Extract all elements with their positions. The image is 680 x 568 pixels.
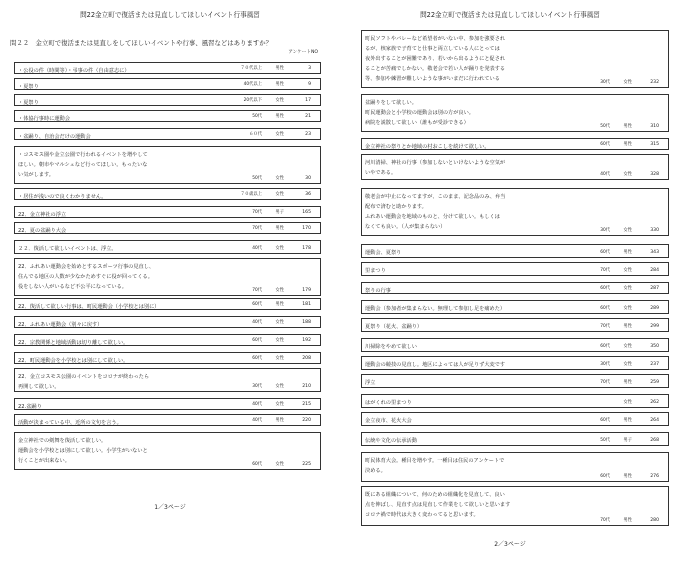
respondent-sex: 女性 [275,246,284,251]
response-text: 里まつり [365,268,386,274]
respondent-age: 60代 [600,250,610,255]
respondent-sex: 男性 [275,114,284,119]
respondent-sex: 男性 [275,82,284,87]
respondent-sex: 女性 [623,172,632,177]
survey-number: 350 [650,344,659,349]
response-row [14,298,321,310]
response-text: 22.盆踊り [18,404,42,410]
respondent-age: 20代以下 [243,98,262,103]
respondent-sex: 女性 [275,288,284,293]
survey-number: 208 [302,356,311,361]
response-text: 夏祭り（花火、盆踊り） [365,324,423,330]
respondent-sex: 男子 [275,210,284,215]
response-text: 金立神社の祭りとか地域の村おこしを続けて欲しい。 [365,144,490,150]
response-row [361,338,669,352]
response-row [361,486,669,526]
survey-number: 225 [302,462,311,467]
response-row [361,154,669,180]
response-row [361,282,669,294]
respondent-sex: 女性 [275,192,284,197]
respondent-age: 30代 [600,362,610,367]
page-number: 2／3ページ [494,541,526,548]
respondent-sex: 男性 [275,66,284,71]
column-header-survey-no: アンケートNO [288,50,318,55]
respondent-age: 60代 [600,344,610,349]
survey-number: 3 [308,66,311,71]
respondent-sex: 男性 [623,380,632,385]
respondent-age: 60代 [252,338,262,343]
page-title: 問22金立町で復活または見直ししてほしいイベント行事風習 [80,11,260,19]
survey-number: 170 [302,226,311,231]
respondent-sex: 女性 [275,176,284,181]
survey-number: 188 [302,320,311,325]
response-row [361,188,669,236]
response-text: 伝統や文化の伝承活動 [365,438,417,444]
respondent-age: 40代 [252,402,262,407]
survey-number: 237 [650,362,659,367]
response-text: 運動会（参加者が集まらない。無理して参加し足を痛めた） [365,306,506,312]
response-row [361,30,669,88]
respondent-age: 50代 [252,176,262,181]
response-text: ・コスモス園や金立公園で行われるイベントを増やして ほしい。朝市やマルシェなど行ってほしい。もったいな い気がします。 [18,152,148,178]
response-text: 22．ふれあい運動会を始めとするスポーツ行事の見直し、 住んでる地区の人数が少なかためすぐに役が回ってくる。 役をしない人がいるなど不公平になっている。 [18,264,155,290]
survey-page-2 [340,0,680,568]
respondent-age: 70代 [252,288,262,293]
response-text: 22．復活して欲しい行事は、町民運動会（小学校とは別に） [18,304,160,310]
survey-number: 21 [305,114,311,119]
response-text: 盆踊りをして欲しい。 町民運動会と小学校の運動会は別の方が良い。 病院を説散して欲しい（誰もが受診できる） [365,100,474,126]
respondent-age: 30代 [252,384,262,389]
respondent-age: 40代 [252,320,262,325]
survey-number: 310 [650,124,659,129]
survey-number: 215 [302,402,311,407]
survey-number: 262 [650,400,659,405]
respondent-age: 70代 [600,324,610,329]
response-row [361,318,669,332]
respondent-age: 70代 [252,210,262,215]
respondent-age: 60代 [252,462,262,467]
response-row [14,206,321,218]
response-text: 22．夏の盆踊り大会 [18,228,67,234]
survey-number: 343 [650,250,659,255]
respondent-sex: 男性 [623,518,632,523]
response-text: 河川清掃、神社の行事（参加しないといけないような空気が いやである。 [365,160,506,176]
survey-number: 268 [650,438,659,443]
response-row [361,94,669,132]
respondent-sex: 女性 [275,320,284,325]
response-row [14,78,321,90]
respondent-age: 70代 [600,380,610,385]
response-text: 敬老会が中止になってますが、このまま、記念品のみ、弁当 配布で済むと助かります。 ふれあい運動会を地域のものと、分けて欲しい。もしくは なくても良い。（人が集まらない） [365,194,506,230]
survey-number: 30 [305,176,311,181]
survey-number: 259 [650,380,659,385]
survey-number: 23 [305,132,311,137]
survey-number: 36 [305,192,311,197]
response-text: 運動会の競技の見直し。地区によっては人が足りず大変です [365,362,506,368]
response-row [361,394,669,408]
response-text: ・公役の件（時間等）・弔事の件（自由意志に） [18,68,130,74]
page-title: 問22金立町で復活または見直ししてほしいイベント行事風習 [420,11,600,19]
respondent-sex: 女性 [275,356,284,361]
response-row [361,300,669,314]
response-row [14,94,321,106]
respondent-age: 40代以上 [243,82,262,87]
response-row [361,452,669,482]
response-text: 22．ふれあい運動会（別々に戻す） [18,322,103,328]
response-row [361,138,669,150]
respondent-age: 60代 [600,418,610,423]
respondent-sex: 男性 [275,226,284,231]
survey-number: 232 [650,80,659,85]
respondent-age: 70代 [600,518,610,523]
survey-number: 9 [308,82,311,87]
respondent-age: 40代 [252,418,262,423]
response-text: 町民体育大会。種目を増やす。一種目は住民のアンケートで 決める。 [365,458,505,474]
survey-number: 178 [302,246,311,251]
respondent-sex: 女性 [623,268,632,273]
response-text: 活動が決まっている中、近所の文句を言う。 [18,420,122,426]
respondent-sex: 女性 [275,132,284,137]
respondent-sex: 女性 [623,400,632,405]
respondent-age: 60代 [600,306,610,311]
respondent-age: ６０代 [249,132,262,137]
page-number: 1／3ページ [154,504,186,511]
response-row [14,240,321,254]
respondent-sex: 男性 [275,302,284,307]
survey-number: 287 [650,286,659,291]
response-row [14,62,321,74]
respondent-sex: 女性 [275,98,284,103]
respondent-age: 30代 [600,228,610,233]
survey-number: 220 [302,418,311,423]
respondent-age: ７０歳以上 [240,192,262,197]
response-row [14,414,321,426]
survey-number: 289 [650,306,659,311]
respondent-age: 50代 [600,124,610,129]
response-text: 金立夜市、花火大会 [365,418,412,424]
respondent-sex: 女性 [275,462,284,467]
respondent-sex: 男性 [623,124,632,129]
respondent-sex: 男性 [623,474,632,479]
survey-number: 192 [302,338,311,343]
respondent-age: 70代 [252,226,262,231]
survey-number: 165 [302,210,311,215]
survey-number: 276 [650,474,659,479]
respondent-sex: 女性 [623,80,632,85]
response-row [14,352,321,364]
respondent-sex: 女性 [623,306,632,311]
survey-number: 284 [650,268,659,273]
respondent-sex: 男性 [275,418,284,423]
survey-number: 264 [650,418,659,423]
survey-number: 210 [302,384,311,389]
survey-number: 17 [305,98,311,103]
question-text: 問２２ 金立町で復活または見直しをしてほしいイベントや行事、風習などはありますか？ [10,39,273,47]
survey-number: 280 [650,518,659,523]
response-row [14,146,321,184]
response-row [14,398,321,410]
response-row [14,432,321,470]
response-text: 金立神社での剣舞を復活して欲しい。 運動会を小学校とは別にして欲しい。小学生がいないと 行くことが出来ない。 [18,438,148,464]
response-text: ・夏祭り [18,84,39,90]
response-text: 運動会、夏祭り [365,250,402,256]
response-row [361,432,669,446]
response-text: 22．町民運動会を小学校とは別にして欲しい。 [18,358,129,364]
respondent-age: 60代 [252,356,262,361]
response-text: ・体協行事時に運動会 [18,116,70,122]
response-row [361,244,669,258]
response-text: 22．金立コスモス公園のイベントをコロナが終わったら 再開して欲しい。 [18,374,150,390]
response-row [14,334,321,346]
respondent-sex: 女性 [623,362,632,367]
response-text: 22．金立神社の浮立 [18,212,67,218]
response-text: 22．宗教関係と地域活動は切り離して欲しい。 [18,340,129,346]
response-row [361,374,669,388]
respondent-age: ７０代以上 [240,66,262,71]
respondent-sex: 男性 [623,142,632,147]
respondent-age: 60代 [600,286,610,291]
response-row [14,258,321,296]
respondent-sex: 女性 [623,344,632,349]
response-row [361,412,669,426]
respondent-sex: 女性 [275,384,284,389]
response-row [14,188,321,200]
respondent-age: 60代 [600,142,610,147]
respondent-sex: 男性 [623,250,632,255]
respondent-sex: 男性 [623,418,632,423]
survey-number: 330 [650,228,659,233]
response-text: ・夏祭り [18,100,39,106]
respondent-sex: 女性 [275,338,284,343]
survey-number: 299 [650,324,659,329]
survey-number: 179 [302,288,311,293]
survey-number: 328 [650,172,659,177]
survey-number: 315 [650,142,659,147]
response-row [361,356,669,370]
response-text: ・盆踊り、自治会だけの運動会 [18,134,91,140]
response-text: はがくれの里まつり [365,400,412,406]
response-text: ２２．復活して欲しいイベントは、浮立。 [18,246,117,252]
response-text: 祭りの行事 [365,288,391,294]
respondent-sex: 女性 [623,228,632,233]
respondent-age: 30代 [600,80,610,85]
respondent-age: 60代 [252,302,262,307]
response-row [361,262,669,276]
response-text: 既にある組織について、何のための組織化を見直して、良い 点を伸ばし、見直す点は見直して作業をして欲しいと思います コロナ禍で時代は大きく変わってると思います。 [365,492,511,518]
respondent-age: 40代 [600,172,610,177]
survey-number: 181 [302,302,311,307]
respondent-sex: 男性 [623,324,632,329]
respondent-age: 50代 [252,114,262,119]
respondent-sex: 女性 [623,286,632,291]
response-text: 浮立 [365,380,376,386]
respondent-age: 70代 [600,268,610,273]
respondent-sex: 女性 [275,402,284,407]
response-text: 川掃除をやめて欲しい [365,344,417,350]
response-row [14,110,321,122]
response-text: 町民ソフトやバレーなど希望者がいない中、参加を強要され るが、核家族で子育てと仕事と両立している人にとっては 夜外出することが困難であり、若いから出るようにと促され ることが苦痛でしかない。敬老会で若い人が踊りを発表する 等、参加や練習が難しいような事がいまだに行われている [365,36,506,82]
respondent-age: 50代 [600,438,610,443]
respondent-age: 40代 [252,246,262,251]
response-row [14,128,321,140]
respondent-age: 60代 [600,474,610,479]
response-text: ・居住が浅いので良くわかりません。 [18,194,107,200]
response-row [14,222,321,234]
response-row [14,368,321,392]
response-row [14,316,321,328]
respondent-sex: 男子 [623,438,632,443]
